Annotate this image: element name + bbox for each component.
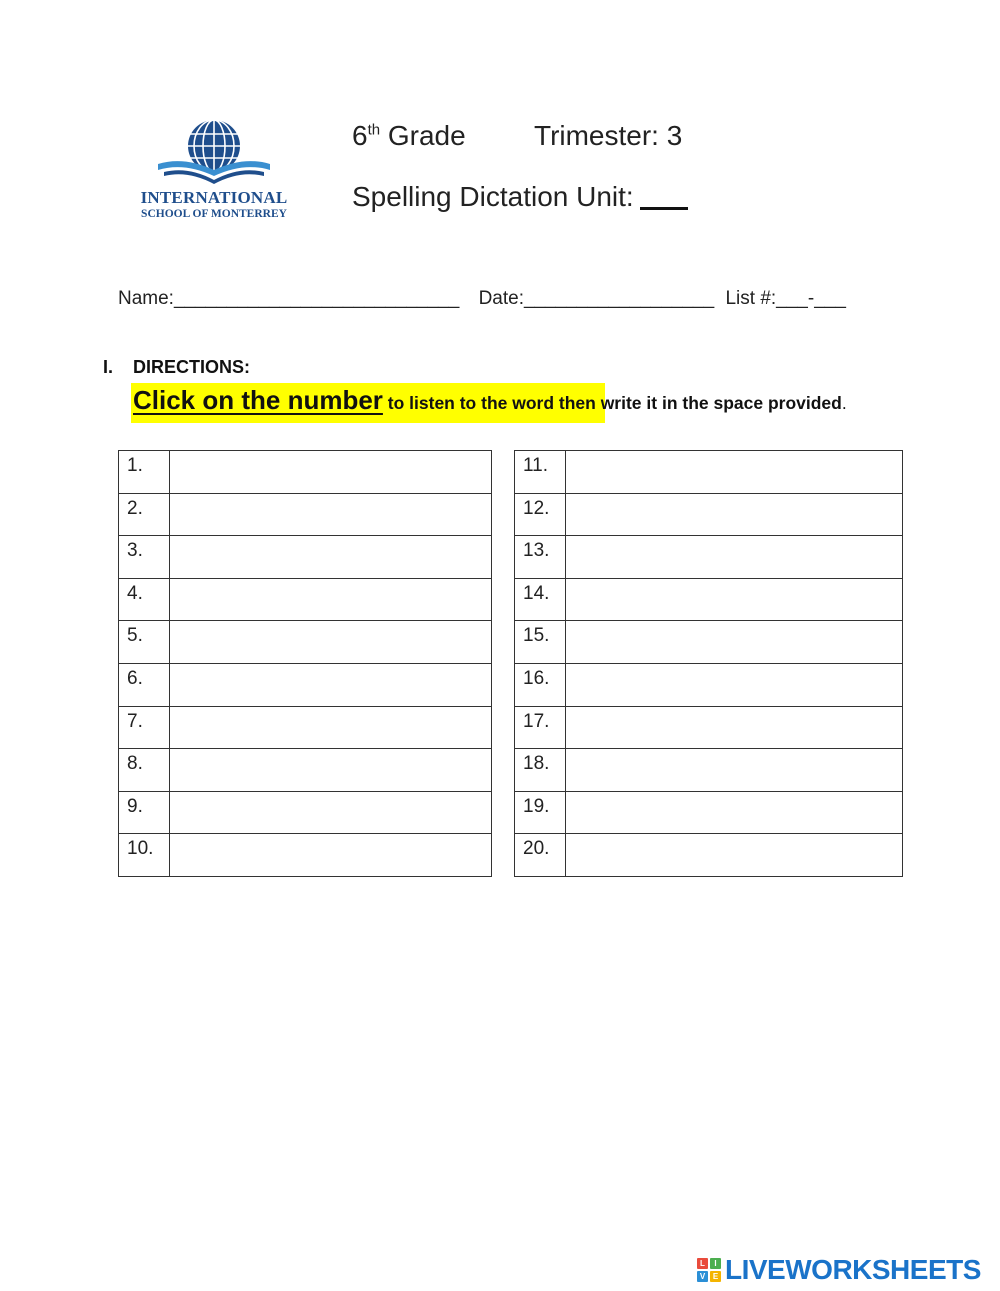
name-field: Name:___________________________ (118, 288, 460, 309)
word-answer-field[interactable] (170, 749, 492, 792)
globe-book-icon (154, 112, 274, 188)
word-row-right (515, 536, 903, 579)
listen-text: to listen to the word (382, 393, 555, 413)
word-number-button[interactable]: 6. (119, 663, 170, 706)
word-row-left (119, 706, 492, 749)
word-answer-field[interactable] (170, 451, 492, 494)
word-answer-field[interactable] (170, 536, 492, 579)
word-row-right (515, 706, 903, 749)
word-number-button[interactable]: 12. (515, 493, 566, 536)
word-row-left (119, 451, 492, 494)
word-row-right (515, 791, 903, 834)
word-row-left (119, 791, 492, 834)
word-row-left (119, 749, 492, 792)
word-answer-field[interactable] (170, 663, 492, 706)
date-field: Date:__________________ (478, 288, 715, 309)
word-number-button[interactable]: 7. (119, 706, 170, 749)
word-table-right (514, 450, 903, 877)
word-answer-field[interactable] (566, 749, 903, 792)
word-row-right (515, 451, 903, 494)
word-row-right (515, 578, 903, 621)
trimester-label: Trimester: 3 (534, 120, 683, 151)
word-number-button[interactable]: 5. (119, 621, 170, 664)
word-answer-field[interactable] (566, 834, 903, 877)
word-answer-field[interactable] (170, 578, 492, 621)
student-info-line (118, 288, 846, 310)
word-number-button[interactable]: 2. (119, 493, 170, 536)
word-number-button[interactable]: 4. (119, 578, 170, 621)
word-number-button[interactable]: 3. (119, 536, 170, 579)
grade-word: Grade (387, 120, 466, 151)
directions-text (133, 385, 847, 416)
click-number-text: Click on the number (133, 385, 383, 415)
brand-blocks-icon: L I V E (697, 1258, 721, 1282)
word-answer-field[interactable] (170, 493, 492, 536)
directions-period: . (841, 393, 847, 413)
word-answer-field[interactable] (566, 663, 903, 706)
word-number-button[interactable]: 10. (119, 834, 170, 877)
word-number-button[interactable]: 14. (515, 578, 566, 621)
unit-label: Spelling Dictation Unit: (352, 181, 634, 212)
word-answer-field[interactable] (566, 493, 903, 536)
word-answer-field[interactable] (170, 706, 492, 749)
word-row-left (119, 493, 492, 536)
word-answer-field[interactable] (566, 578, 903, 621)
word-answer-field[interactable] (566, 621, 903, 664)
word-row-right (515, 749, 903, 792)
word-row-left (119, 834, 492, 877)
word-number-button[interactable]: 11. (515, 451, 566, 494)
unit-title (352, 180, 688, 213)
word-answer-field[interactable] (170, 621, 492, 664)
word-answer-field[interactable] (170, 834, 492, 877)
logo-line-1: INTERNATIONAL (140, 188, 288, 207)
word-answer-field[interactable] (566, 791, 903, 834)
unit-blank (640, 180, 688, 210)
word-number-button[interactable]: 19. (515, 791, 566, 834)
word-row-left (119, 536, 492, 579)
word-row-right (515, 834, 903, 877)
liveworksheets-brand (697, 1255, 981, 1285)
word-number-button[interactable]: 16. (515, 663, 566, 706)
word-number-button[interactable]: 1. (119, 451, 170, 494)
grade-number: 6 (352, 120, 368, 151)
word-row-left (119, 663, 492, 706)
word-answer-field[interactable] (566, 536, 903, 579)
word-answer-field[interactable] (170, 791, 492, 834)
word-answer-field[interactable] (566, 706, 903, 749)
write-text: then write it in the space provided (554, 393, 842, 413)
school-logo (130, 112, 298, 224)
logo-line-2: SCHOOL OF MONTERREY (141, 208, 287, 220)
word-row-right (515, 663, 903, 706)
word-table-left (118, 450, 492, 877)
word-answer-field[interactable] (566, 451, 903, 494)
word-row-left (119, 621, 492, 664)
word-row-right (515, 621, 903, 664)
word-number-button[interactable]: 15. (515, 621, 566, 664)
word-number-button[interactable]: 8. (119, 749, 170, 792)
word-number-button[interactable]: 20. (515, 834, 566, 877)
word-number-button[interactable]: 9. (119, 791, 170, 834)
brand-text: LIVEWORKSHEETS (725, 1254, 981, 1285)
section-number: I. (103, 357, 114, 377)
word-number-button[interactable]: 13. (515, 536, 566, 579)
directions-title: DIRECTIONS: (133, 357, 250, 377)
word-row-left (119, 578, 492, 621)
list-field: List #:___-___ (725, 288, 846, 309)
grade-label (352, 120, 466, 152)
word-row-right (515, 493, 903, 536)
word-number-button[interactable]: 17. (515, 706, 566, 749)
word-number-button[interactable]: 18. (515, 749, 566, 792)
grade-suffix: th (367, 121, 381, 139)
